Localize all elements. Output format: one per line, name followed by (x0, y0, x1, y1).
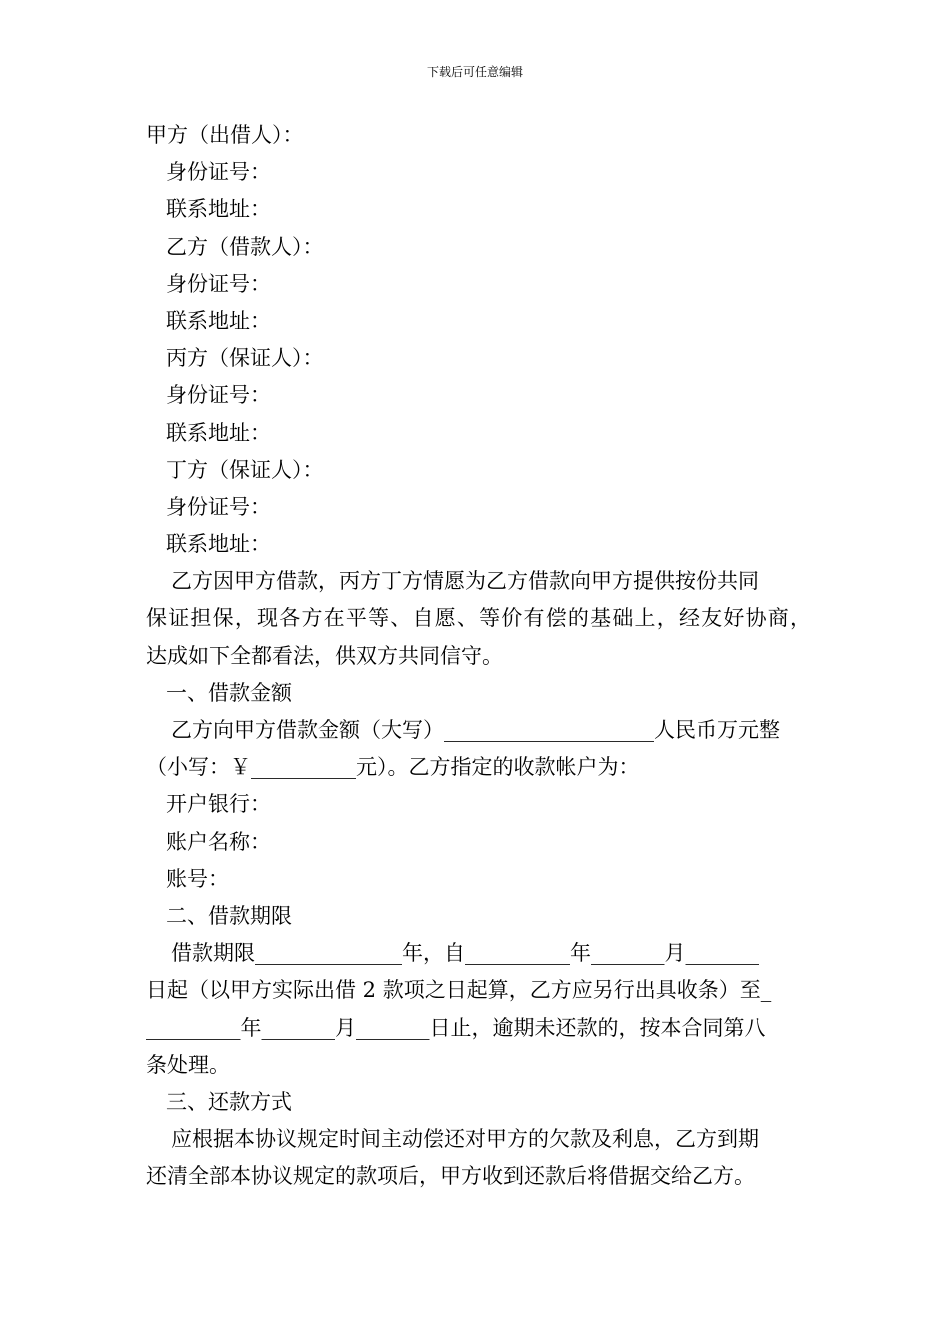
contract-line: 乙方向甲方借款金额（大写）____________________人民币万元整 (171, 718, 780, 742)
contract-line: 丁方（保证人）： (166, 457, 324, 482)
contract-line: 开户银行： (166, 792, 271, 817)
contract-line: 账号： (166, 866, 229, 891)
contract-line: 应根据本协议规定时间主动偿还对甲方的欠款及利息，乙方到期 (171, 1127, 759, 1152)
contract-line: 甲方（出借人）： (146, 123, 304, 147)
contract-line: 日起（以甲方实际出借 2 款项之日起算，乙方应另行出具收条）至_ (146, 978, 772, 1003)
contract-line: 乙方（借款人）： (166, 234, 324, 259)
contract-line: 身份证号： (166, 383, 271, 408)
contract-line: 乙方因甲方借款，丙方丁方情愿为乙方借款向甲方提供按份共同 (171, 569, 759, 594)
contract-line: 达成如下全都看法，供双方共同信守。 (146, 643, 503, 668)
contract-line: 三、还款方式 (166, 1089, 292, 1114)
contract-body (146, 117, 811, 1195)
page-header: 下载后可任意编辑 (426, 65, 523, 79)
contract-line: 身份证号： (166, 494, 271, 519)
contract-line: 二、借款期限 (166, 903, 292, 928)
contract-line: 还清全部本协议规定的款项后，甲方收到还款后将借据交给乙方。 (146, 1164, 755, 1189)
contract-line: 联系地址： (166, 308, 271, 333)
contract-line: 联系地址： (166, 532, 271, 557)
contract-line: _________年_______月_______日止，逾期未还款的，按本合同第八 (146, 1015, 766, 1040)
contract-line: 身份证号： (166, 160, 271, 185)
contract-line: 保证担保，现各方在平等、自愿、等价有偿的基础上，经友好协商， (146, 606, 811, 631)
contract-line: 身份证号： (166, 271, 271, 296)
contract-line: 联系地址： (166, 197, 271, 222)
contract-line: 联系地址： (166, 420, 271, 445)
contract-line: 丙方（保证人）： (166, 346, 324, 371)
contract-line: 账户名称： (166, 829, 271, 854)
contract-line: （小写：￥__________元）。乙方指定的收款帐户为： (146, 755, 640, 780)
contract-line: 一、借款金额 (166, 680, 292, 705)
contract-line: 条处理。 (146, 1052, 230, 1077)
contract-line: 借款期限______________年，自__________年_______月_______ (171, 941, 759, 966)
